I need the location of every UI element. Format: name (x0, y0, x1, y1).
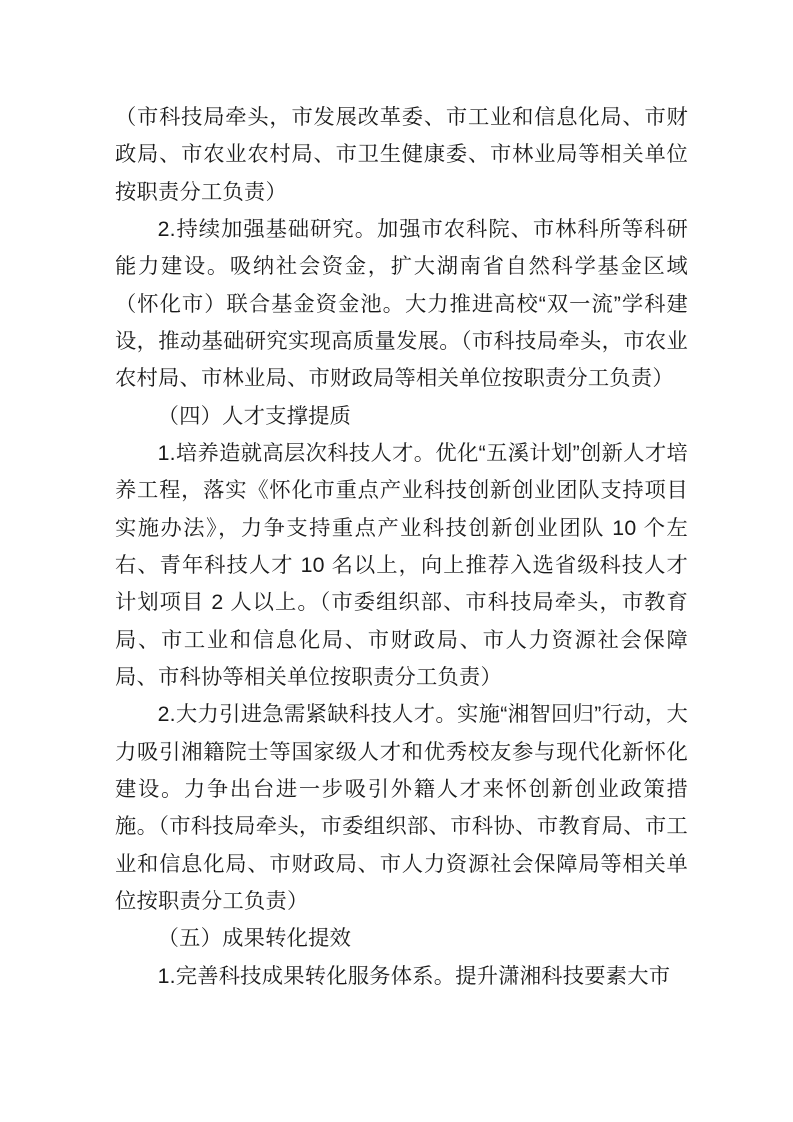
section-heading-4-talent-support: （四）人才支撑提质 (157, 403, 352, 428)
paragraph-talent-cultivation: 1.培养造就高层次科技人才。优化“五溪计划”创新人才培养工程，落实《怀化市重点产业科技创新创业团队支持项目实施办法》，力争支持重点产业科技创新创业团队 10 个左右、青年科技人才 10 名以上，向上推荐入选省级科技人才计划项目 2 人以上。（市委组织部、市科技局牵头，市教育局、市工业和信息化局、市财政局、市人力资源社会保障局、市科协等相关单位按职责分工负责） (115, 440, 688, 689)
paragraph-talent-recruitment: 2.大力引进急需紧缺科技人才。实施“湘智回归”行动，大力吸引湘籍院士等国家级人才和优秀校友参与现代化新怀化建设。力争出台进一步吸引外籍人才来怀创新创业政策措施。（市科技局牵头，市委组织部、市科协、市教育局、市工业和信息化局、市财政局、市人力资源社会保障局等相关单位按职责分工负责） (115, 702, 688, 913)
paragraph-achievement-service: 1.完善科技成果转化服务体系。提升潇湘科技要素大市 (157, 963, 671, 988)
paragraph-continuation: （市科技局牵头，市发展改革委、市工业和信息化局、市财政局、市农业农村局、市卫生健康委、市林业局等相关单位按职责分工负责） (115, 105, 688, 204)
document-text-block (115, 99, 688, 995)
section-heading-5-achievement-transformation: （五）成果转化提效 (157, 926, 352, 951)
paragraph-basic-research: 2.持续加强基础研究。加强市农科院、市林科所等科研能力建设。吸纳社会资金，扩大湖南省自然科学基金区域（怀化市）联合基金资金池。大力推进高校“双一流”学科建设，推动基础研究实现高质量发展。（市科技局牵头，市农业农村局、市林业局、市财政局等相关单位按职责分工负责） (115, 216, 688, 391)
